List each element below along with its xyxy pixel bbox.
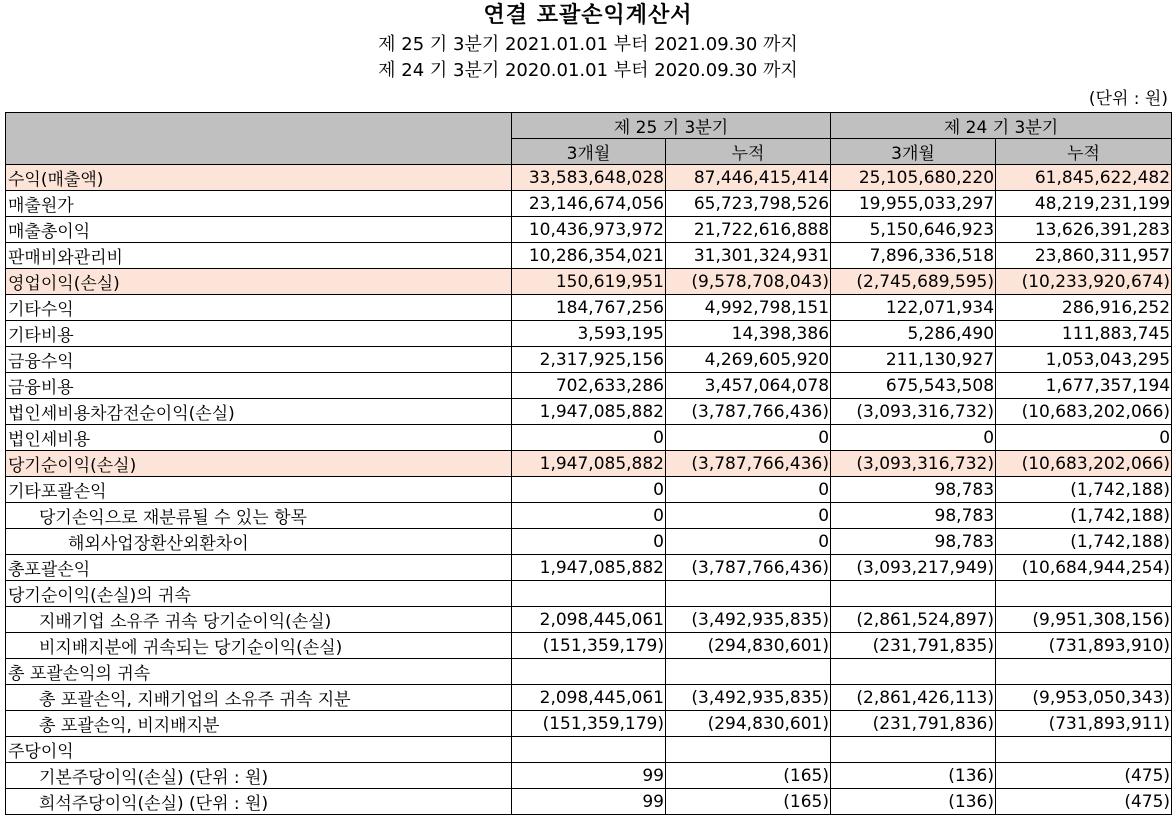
value-prior-cumulative — [996, 659, 1172, 685]
value-current-3month: 2,098,445,061 — [512, 685, 666, 711]
value-current-3month: 184,767,256 — [512, 295, 666, 321]
value-current-3month: 23,146,674,056 — [512, 191, 666, 217]
header-row-periods — [6, 113, 1172, 139]
statement-title: 연결 포괄손익계산서 — [483, 3, 693, 28]
value-current-3month: 1,947,085,882 — [512, 451, 666, 477]
value-prior-cumulative: (731,893,911) — [996, 711, 1172, 737]
value-prior-3month: 5,150,646,923 — [831, 217, 996, 243]
value-current-3month: 99 — [512, 763, 666, 789]
value-prior-3month: (2,861,524,897) — [831, 607, 996, 633]
value-prior-cumulative: 1,677,357,194 — [996, 373, 1172, 399]
value-prior-3month: 98,783 — [831, 503, 996, 529]
value-current-cumulative: (165) — [666, 763, 831, 789]
value-current-3month: 2,098,445,061 — [512, 607, 666, 633]
value-prior-cumulative: (1,742,188) — [996, 529, 1172, 555]
value-current-cumulative: (3,787,766,436) — [666, 555, 831, 581]
account-header-blank — [6, 113, 512, 165]
header-prior-3month: 3개월 — [831, 139, 996, 165]
value-prior-3month: (2,861,426,113) — [831, 685, 996, 711]
value-current-cumulative: 0 — [666, 503, 831, 529]
value-current-cumulative: (3,787,766,436) — [666, 399, 831, 425]
value-prior-cumulative: (9,951,308,156) — [996, 607, 1172, 633]
value-prior-cumulative: (10,684,944,254) — [996, 555, 1172, 581]
value-current-cumulative — [666, 659, 831, 685]
value-prior-cumulative: 0 — [996, 425, 1172, 451]
table-row — [6, 451, 1172, 477]
value-prior-3month — [831, 737, 996, 763]
table-row — [6, 165, 1172, 191]
value-current-3month: 10,286,354,021 — [512, 243, 666, 269]
value-prior-cumulative: (10,683,202,066) — [996, 399, 1172, 425]
account-label: 영업이익(손실) — [6, 269, 512, 295]
table-row — [6, 243, 1172, 269]
account-label: 수익(매출액) — [6, 165, 512, 191]
table-row — [6, 659, 1172, 685]
table-row — [6, 321, 1172, 347]
value-prior-3month: 5,286,490 — [831, 321, 996, 347]
table-row — [6, 737, 1172, 763]
value-current-cumulative: 0 — [666, 425, 831, 451]
value-current-3month — [512, 737, 666, 763]
value-prior-3month: (136) — [831, 789, 996, 815]
header-current-cumulative: 누적 — [666, 139, 831, 165]
value-current-3month: 2,317,925,156 — [512, 347, 666, 373]
value-prior-cumulative: 111,883,745 — [996, 321, 1172, 347]
account-label: 당기손익으로 재분류될 수 있는 항목 — [6, 503, 512, 529]
value-prior-3month: 98,783 — [831, 529, 996, 555]
account-label: 당기순이익(손실)의 귀속 — [6, 581, 512, 607]
value-prior-cumulative: 61,845,622,482 — [996, 165, 1172, 191]
account-label: 금융수익 — [6, 347, 512, 373]
table-row — [6, 711, 1172, 737]
table-row — [6, 685, 1172, 711]
value-current-3month: 150,619,951 — [512, 269, 666, 295]
value-prior-cumulative: (1,742,188) — [996, 503, 1172, 529]
value-current-cumulative: 0 — [666, 477, 831, 503]
account-label: 총포괄손익 — [6, 555, 512, 581]
value-prior-cumulative: 1,053,043,295 — [996, 347, 1172, 373]
header-current-period: 제 25 기 3분기 — [512, 113, 831, 139]
value-current-cumulative: 31,301,324,931 — [666, 243, 831, 269]
table-row — [6, 295, 1172, 321]
value-current-3month: 3,593,195 — [512, 321, 666, 347]
value-current-cumulative: (294,830,601) — [666, 711, 831, 737]
value-current-cumulative — [666, 737, 831, 763]
value-prior-3month: 98,783 — [831, 477, 996, 503]
table-row — [6, 425, 1172, 451]
account-label: 해외사업장환산외환차이 — [6, 529, 512, 555]
value-prior-3month: 19,955,033,297 — [831, 191, 996, 217]
current-period-line: 제 25 기 3분기 2021.01.01 부터 2021.09.30 까지 — [378, 34, 798, 55]
account-label: 총 포괄손익, 비지배지분 — [6, 711, 512, 737]
account-label: 총 포괄손익의 귀속 — [6, 659, 512, 685]
account-label: 판매비와관리비 — [6, 243, 512, 269]
value-prior-3month — [831, 581, 996, 607]
value-current-3month: 1,947,085,882 — [512, 399, 666, 425]
value-prior-3month: (3,093,217,949) — [831, 555, 996, 581]
account-label: 총 포괄손익, 지배기업의 소유주 귀속 지분 — [6, 685, 512, 711]
value-current-cumulative: (3,492,935,835) — [666, 685, 831, 711]
value-prior-3month — [831, 659, 996, 685]
value-prior-3month: 0 — [831, 425, 996, 451]
value-current-3month: 10,436,973,972 — [512, 217, 666, 243]
account-label: 당기순이익(손실) — [6, 451, 512, 477]
account-label: 기타포괄손익 — [6, 477, 512, 503]
value-current-3month: 0 — [512, 503, 666, 529]
account-label: 기타비용 — [6, 321, 512, 347]
value-prior-cumulative — [996, 581, 1172, 607]
value-current-3month: 1,947,085,882 — [512, 555, 666, 581]
account-label: 희석주당이익(손실) (단위 : 원) — [6, 789, 512, 815]
table-row — [6, 191, 1172, 217]
value-prior-3month: (231,791,836) — [831, 711, 996, 737]
value-current-3month: 0 — [512, 477, 666, 503]
table-row — [6, 373, 1172, 399]
table-row — [6, 399, 1172, 425]
value-current-3month: 33,583,648,028 — [512, 165, 666, 191]
table-row — [6, 633, 1172, 659]
table-row — [6, 607, 1172, 633]
value-prior-3month: 25,105,680,220 — [831, 165, 996, 191]
value-current-cumulative: (3,492,935,835) — [666, 607, 831, 633]
account-label: 비지배지분에 귀속되는 당기순이익(손실) — [6, 633, 512, 659]
account-label: 기본주당이익(손실) (단위 : 원) — [6, 763, 512, 789]
value-current-3month: 702,633,286 — [512, 373, 666, 399]
table-row — [6, 789, 1172, 815]
value-prior-cumulative: (475) — [996, 763, 1172, 789]
value-current-3month — [512, 659, 666, 685]
account-label: 법인세비용 — [6, 425, 512, 451]
value-current-cumulative: 0 — [666, 529, 831, 555]
value-prior-cumulative: (1,742,188) — [996, 477, 1172, 503]
header-current-3month: 3개월 — [512, 139, 666, 165]
value-current-cumulative: (294,830,601) — [666, 633, 831, 659]
unit-label: (단위 : 원) — [1088, 89, 1168, 109]
table-row — [6, 347, 1172, 373]
value-prior-cumulative: 48,219,231,199 — [996, 191, 1172, 217]
account-label: 법인세비용차감전순이익(손실) — [6, 399, 512, 425]
value-current-3month: (151,359,179) — [512, 633, 666, 659]
statement-body — [6, 165, 1172, 815]
table-row — [6, 217, 1172, 243]
table-row — [6, 763, 1172, 789]
value-current-cumulative: (3,787,766,436) — [666, 451, 831, 477]
value-current-3month: 0 — [512, 425, 666, 451]
value-prior-cumulative: 23,860,311,957 — [996, 243, 1172, 269]
table-row — [6, 555, 1172, 581]
header-prior-period: 제 24 기 3분기 — [831, 113, 1172, 139]
value-prior-3month: (2,745,689,595) — [831, 269, 996, 295]
value-current-cumulative: 14,398,386 — [666, 321, 831, 347]
table-row — [6, 503, 1172, 529]
value-current-cumulative: 4,992,798,151 — [666, 295, 831, 321]
value-current-cumulative: (9,578,708,043) — [666, 269, 831, 295]
table-row — [6, 529, 1172, 555]
value-current-cumulative: (165) — [666, 789, 831, 815]
value-current-3month: (151,359,179) — [512, 711, 666, 737]
value-current-cumulative: 21,722,616,888 — [666, 217, 831, 243]
value-prior-cumulative: (10,233,920,674) — [996, 269, 1172, 295]
value-prior-3month: (231,791,835) — [831, 633, 996, 659]
header-prior-cumulative: 누적 — [996, 139, 1172, 165]
account-label: 금융비용 — [6, 373, 512, 399]
income-statement-table — [5, 112, 1172, 815]
value-prior-cumulative: 13,626,391,283 — [996, 217, 1172, 243]
value-prior-cumulative: (475) — [996, 789, 1172, 815]
value-prior-3month: (136) — [831, 763, 996, 789]
value-current-3month — [512, 581, 666, 607]
value-current-cumulative: 65,723,798,526 — [666, 191, 831, 217]
value-prior-cumulative: 286,916,252 — [996, 295, 1172, 321]
table-row — [6, 581, 1172, 607]
account-label: 매출원가 — [6, 191, 512, 217]
account-label: 기타수익 — [6, 295, 512, 321]
value-prior-cumulative: (10,683,202,066) — [996, 451, 1172, 477]
value-current-cumulative: 3,457,064,078 — [666, 373, 831, 399]
value-prior-3month: 122,071,934 — [831, 295, 996, 321]
table-row — [6, 477, 1172, 503]
account-label: 지배기업 소유주 귀속 당기순이익(손실) — [6, 607, 512, 633]
value-current-cumulative — [666, 581, 831, 607]
value-prior-cumulative: (731,893,910) — [996, 633, 1172, 659]
value-current-3month: 99 — [512, 789, 666, 815]
value-prior-3month: 675,543,508 — [831, 373, 996, 399]
value-prior-3month: 7,896,336,518 — [831, 243, 996, 269]
value-current-cumulative: 87,446,415,414 — [666, 165, 831, 191]
prior-period-line: 제 24 기 3분기 2020.01.01 부터 2020.09.30 까지 — [378, 60, 798, 81]
table-row — [6, 269, 1172, 295]
account-label: 주당이익 — [6, 737, 512, 763]
value-current-cumulative: 4,269,605,920 — [666, 347, 831, 373]
value-prior-3month: (3,093,316,732) — [831, 451, 996, 477]
account-label: 매출총이익 — [6, 217, 512, 243]
value-current-3month: 0 — [512, 529, 666, 555]
value-prior-3month: 211,130,927 — [831, 347, 996, 373]
value-prior-cumulative — [996, 737, 1172, 763]
value-prior-cumulative: (9,953,050,343) — [996, 685, 1172, 711]
value-prior-3month: (3,093,316,732) — [831, 399, 996, 425]
